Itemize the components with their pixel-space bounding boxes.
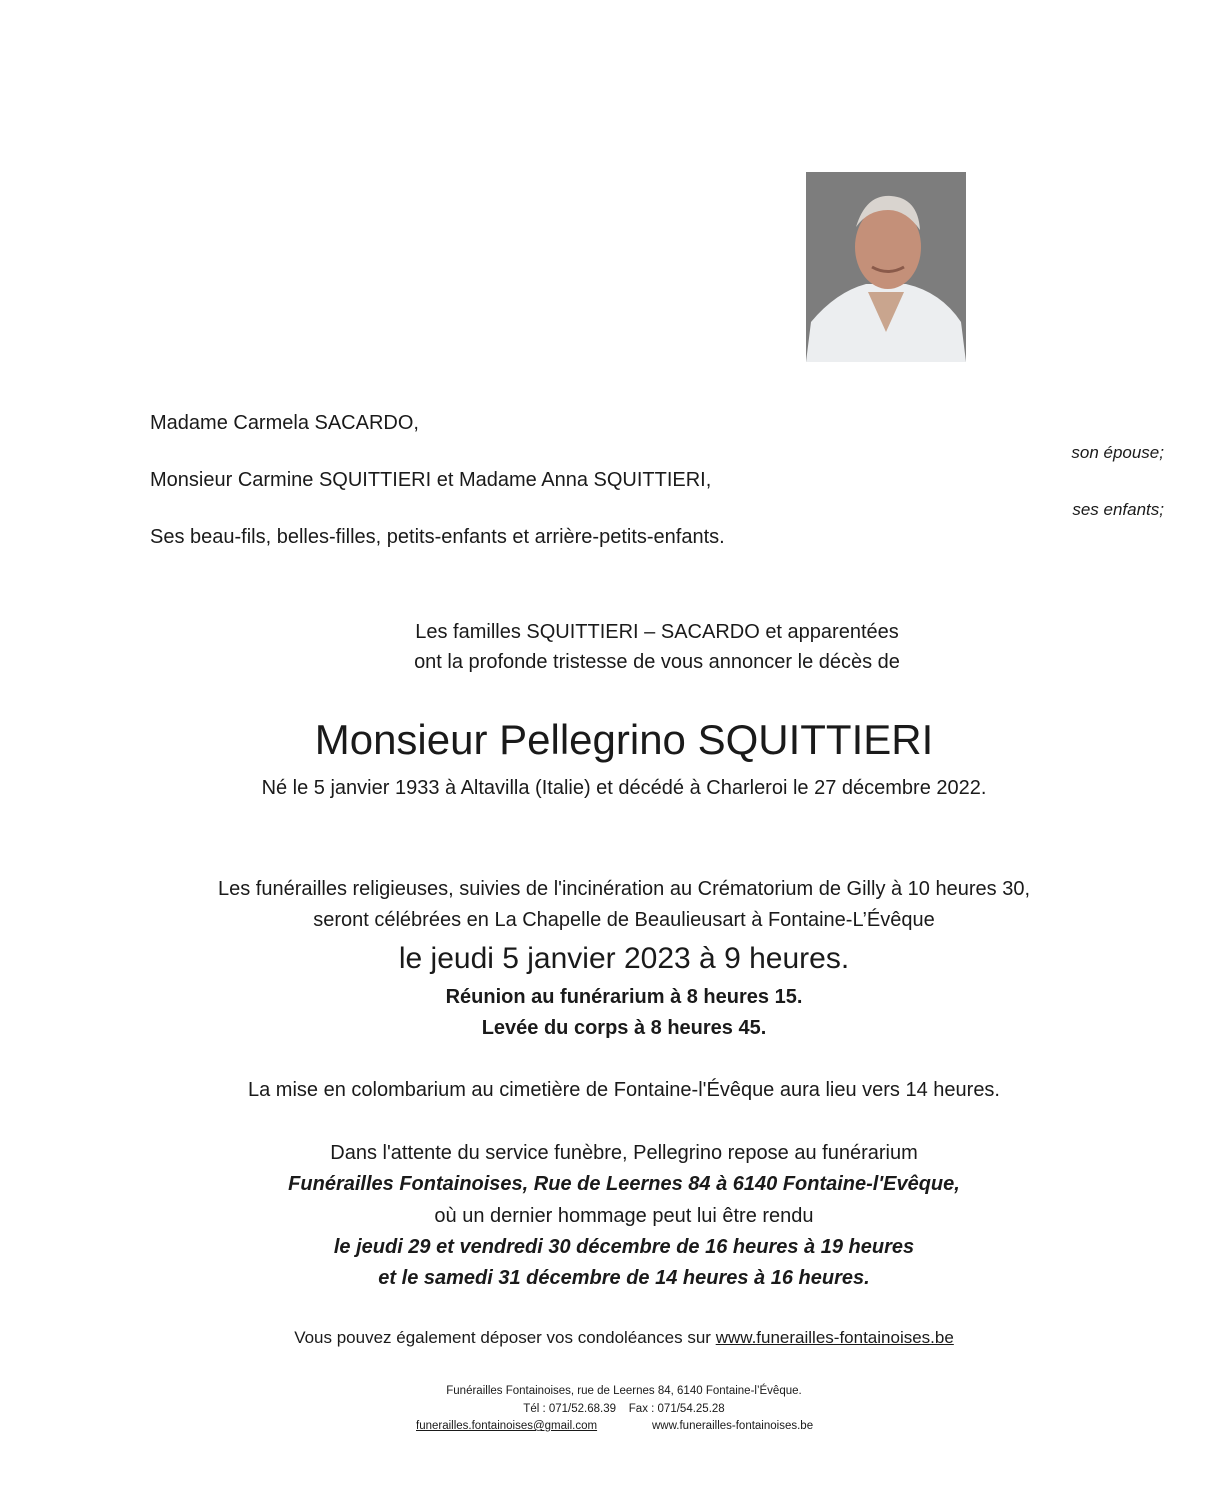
columbarium-info: La mise en colombarium au cimetière de Fontaine-l'Évêque aura lieu vers 14 heures. [248, 1079, 1000, 1101]
families-line: Les familles SQUITTIERI – SACARDO et apparentées [415, 621, 899, 643]
children-names: Monsieur Carmine SQUITTIERI et Madame Anna SQUITTIERI, [150, 469, 712, 491]
portrait-photo [806, 172, 966, 362]
funeral-line-2: seront célébrées en La Chapelle de Beaulieusart à Fontaine-L’Évêque [313, 909, 935, 931]
visit-line-1: Dans l'attente du service funèbre, Pellegrino repose au funérarium [330, 1142, 918, 1164]
footer-website: www.funerailles-fontainoises.be [652, 1420, 814, 1432]
funerarium-address: Funérailles Fontainoises, Rue de Leernes 84 à 6140 Fontaine-l'Evêque, [288, 1173, 960, 1195]
extended-family: Ses beau-fils, belles-filles, petits-enfants et arrière-petits-enfants. [150, 526, 725, 548]
birth-death-dates: Né le 5 janvier 1933 à Altavilla (Italie) et décédé à Charleroi le 27 décembre 2022. [261, 777, 987, 799]
condolences-link[interactable]: www.funerailles-fontainoises.be [715, 1328, 954, 1347]
body-removal: Levée du corps à 8 heures 45. [481, 1017, 767, 1039]
visit-line-3: où un dernier hommage peut lui être rendu [434, 1205, 814, 1227]
spouse-role: son épouse; [1071, 443, 1164, 462]
condolences-line [0, 1328, 1214, 1348]
visit-dates-1: le jeudi 29 et vendredi 30 décembre de 16 heures à 19 heures [333, 1236, 915, 1258]
announcement-line: ont la profonde tristesse de vous annoncer le décès de [414, 651, 900, 673]
spouse-name: Madame Carmela SACARDO, [150, 412, 419, 434]
footer-address: Funérailles Fontainoises, rue de Leernes 84, 6140 Fontaine-l’Évêque. [446, 1385, 802, 1397]
funeral-date: le jeudi 5 janvier 2023 à 9 heures. [398, 942, 850, 975]
portrait-image [806, 172, 966, 362]
visit-dates-2: et le samedi 31 décembre de 14 heures à 16 heures. [378, 1267, 870, 1289]
funerarium-meeting: Réunion au funérarium à 8 heures 15. [445, 986, 803, 1008]
footer-email-link[interactable]: funerailles.fontainoises@gmail.com [416, 1420, 598, 1432]
footer-phones: Tél : 071/52.68.39 Fax : 071/54.25.28 [523, 1403, 725, 1415]
condolences-text: Vous pouvez également déposer vos condoléances sur [294, 1328, 716, 1347]
children-role: ses enfants; [1072, 500, 1164, 519]
funeral-line-1: Les funérailles religieuses, suivies de l'incinération au Crématorium de Gilly à 10 heures 30, [217, 878, 1030, 900]
deceased-name: Monsieur Pellegrino SQUITTIERI [314, 716, 934, 763]
